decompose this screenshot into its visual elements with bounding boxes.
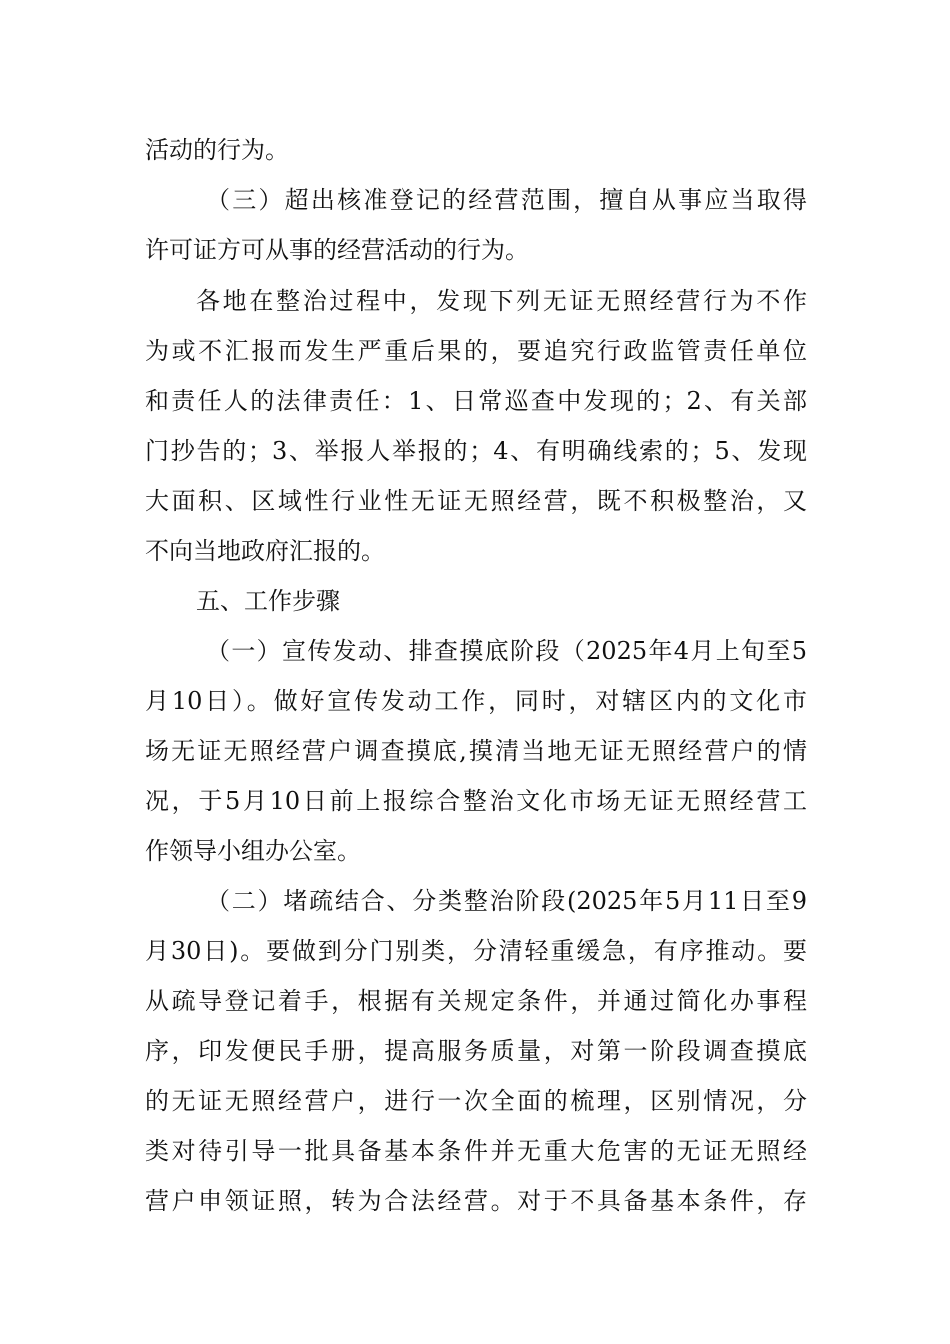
text-line-7: 门抄告的；3、举报人举报的；4、有明确线索的；5、发现 <box>145 437 807 465</box>
text-line-11: （一）宣传发动、排查摸底阶段（2025年4月上旬至5 <box>206 637 807 665</box>
text-line-21: 类对待引导一批具备基本条件并无重大危害的无证无照经 <box>145 1137 807 1165</box>
text-line-13: 场无证无照经营户调查摸底,摸清当地无证无照经营户的情 <box>145 737 807 765</box>
text-line-15: 作领导小组办公室。 <box>145 837 361 865</box>
text-line-14: 况，于5月10日前上报综合整治文化市场无证无照经营工 <box>145 787 807 815</box>
text-line-22: 营户申领证照，转为合法经营。对于不具备基本条件，存 <box>145 1187 807 1215</box>
text-line-18: 从疏导登记着手，根据有关规定条件，并通过简化办事程 <box>145 987 807 1015</box>
text-line-3: 许可证方可从事的经营活动的行为。 <box>145 236 529 264</box>
text-line-2: （三）超出核准登记的经营范围，擅自从事应当取得 <box>206 186 807 214</box>
section-heading: 五、工作步骤 <box>196 587 340 615</box>
text-line-12: 月10日）。做好宣传发动工作，同时，对辖区内的文化市 <box>145 687 807 715</box>
text-line-4: 各地在整治过程中，发现下列无证无照经营行为不作 <box>196 287 807 315</box>
text-line-16: （二）堵疏结合、分类整治阶段(2025年5月11日至9 <box>206 887 807 915</box>
text-line-17: 月30日)。要做到分门别类，分清轻重缓急，有序推动。要 <box>145 937 807 965</box>
text-line-20: 的无证无照经营户，进行一次全面的梳理，区别情况，分 <box>145 1087 807 1115</box>
text-line-8: 大面积、区域性行业性无证无照经营，既不积极整治，又 <box>145 487 807 515</box>
text-line-19: 序，印发便民手册，提高服务质量，对第一阶段调查摸底 <box>145 1037 807 1065</box>
text-line-5: 为或不汇报而发生严重后果的，要追究行政监管责任单位 <box>145 337 807 365</box>
text-line-9: 不向当地政府汇报的。 <box>145 537 385 565</box>
text-line-1: 活动的行为。 <box>145 136 289 164</box>
text-line-6: 和责任人的法律责任：1、日常巡查中发现的；2、有关部 <box>145 387 807 415</box>
